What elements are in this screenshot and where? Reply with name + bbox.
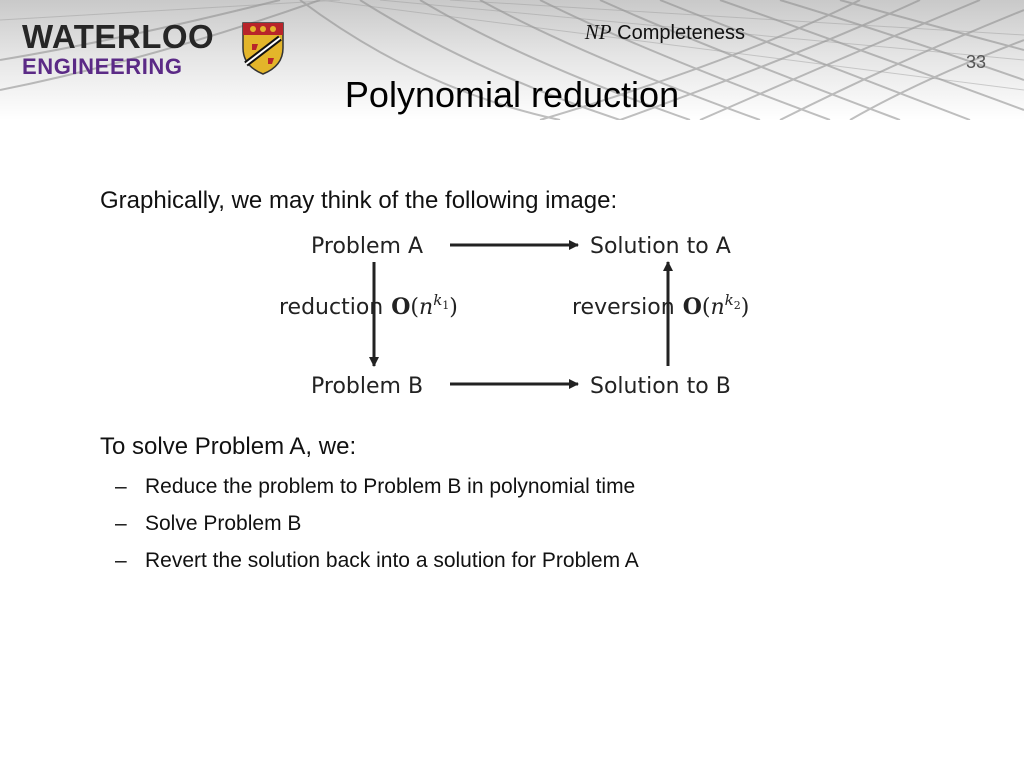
step-item <box>115 512 301 536</box>
step-text: Solve Problem B <box>145 512 302 535</box>
node-problem-a: Problem A <box>311 234 423 259</box>
reversion-label: reversion $O(nk_2)$ <box>572 291 750 320</box>
slide-title: Polynomial reduction <box>344 74 680 115</box>
step-item <box>115 549 639 573</box>
steps-heading: To solve Problem A, we: <box>100 433 357 460</box>
intro-text: Graphically, we may think of the following image: <box>100 187 618 214</box>
reduction-label: reduction $O(nk_1)$ <box>279 291 458 320</box>
node-solution-a: Solution to A <box>590 234 731 259</box>
header-topic-text: Completeness <box>617 22 745 44</box>
bullet-dash: – <box>115 475 127 498</box>
node-problem-b: Problem B <box>311 374 424 399</box>
logo-engineering: ENGINEERING <box>22 54 183 79</box>
step-item <box>115 475 635 499</box>
step-text: Reduce the problem to Problem B in polynomial time <box>145 475 636 498</box>
step-text: Revert the solution back into a solution for Problem A <box>145 549 639 572</box>
node-solution-b: Solution to B <box>590 374 731 399</box>
slide-number: 33 <box>965 52 986 72</box>
header-topic-np: NP <box>584 20 612 44</box>
bullet-dash: – <box>115 549 127 572</box>
logo-waterloo: WATERLOO <box>22 18 215 55</box>
bullet-dash: – <box>115 512 127 535</box>
